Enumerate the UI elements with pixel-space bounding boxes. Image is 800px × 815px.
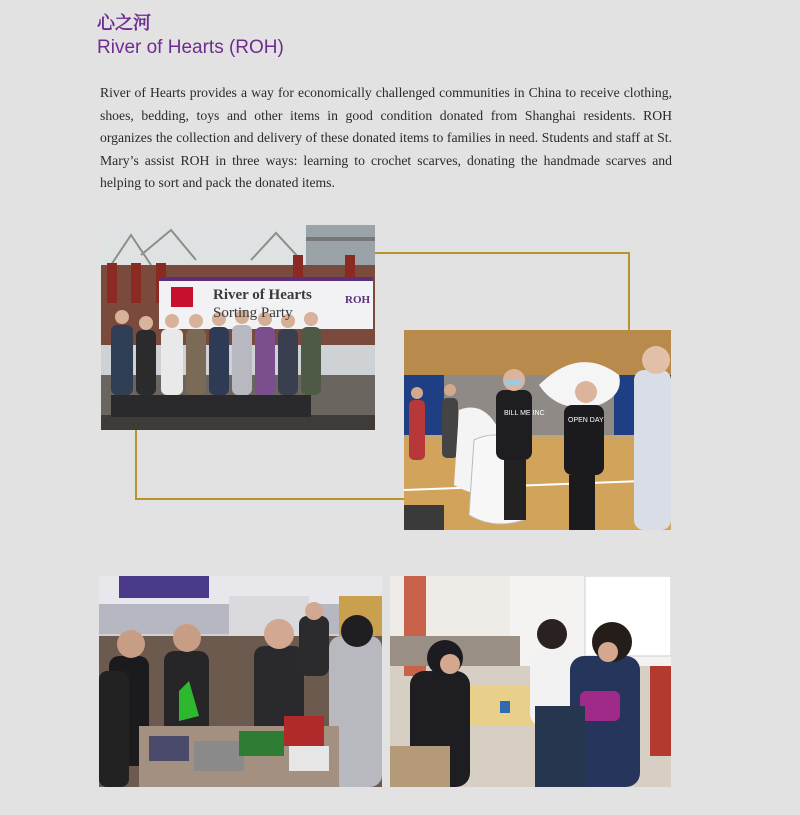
page-title-english: River of Hearts (ROH) — [97, 37, 284, 58]
tshirt-text-1: BILL ME INC — [504, 410, 545, 417]
banner-tag: ROH — [345, 294, 371, 306]
photo-group-banner — [101, 225, 375, 430]
description-paragraph: River of Hearts provides a way for economically challenged communities in China to receive clothing, shoes, bedding, toys and other items in good condition donated from Shanghai residents. ROH organizes the collection and delivery of these donated items to families in need. Students and staff at St. Mary’s assist ROH in three ways: learning to crochet scarves, donating the handmade scarves and helping to sort and pack the donated items. — [100, 85, 672, 190]
photo-crocheting — [390, 576, 671, 787]
photo-carrying-bags — [404, 330, 671, 530]
connector-line-bottom — [135, 430, 405, 500]
page-title-chinese: 心之河 — [97, 13, 151, 34]
tshirt-text-2: OPEN DAY — [568, 417, 604, 424]
connector-line-top — [375, 252, 630, 332]
banner-text-line1: River of Hearts — [213, 287, 312, 303]
photo-sorting-clothes — [99, 576, 382, 787]
banner-text-line2: Sorting Party — [213, 305, 293, 321]
